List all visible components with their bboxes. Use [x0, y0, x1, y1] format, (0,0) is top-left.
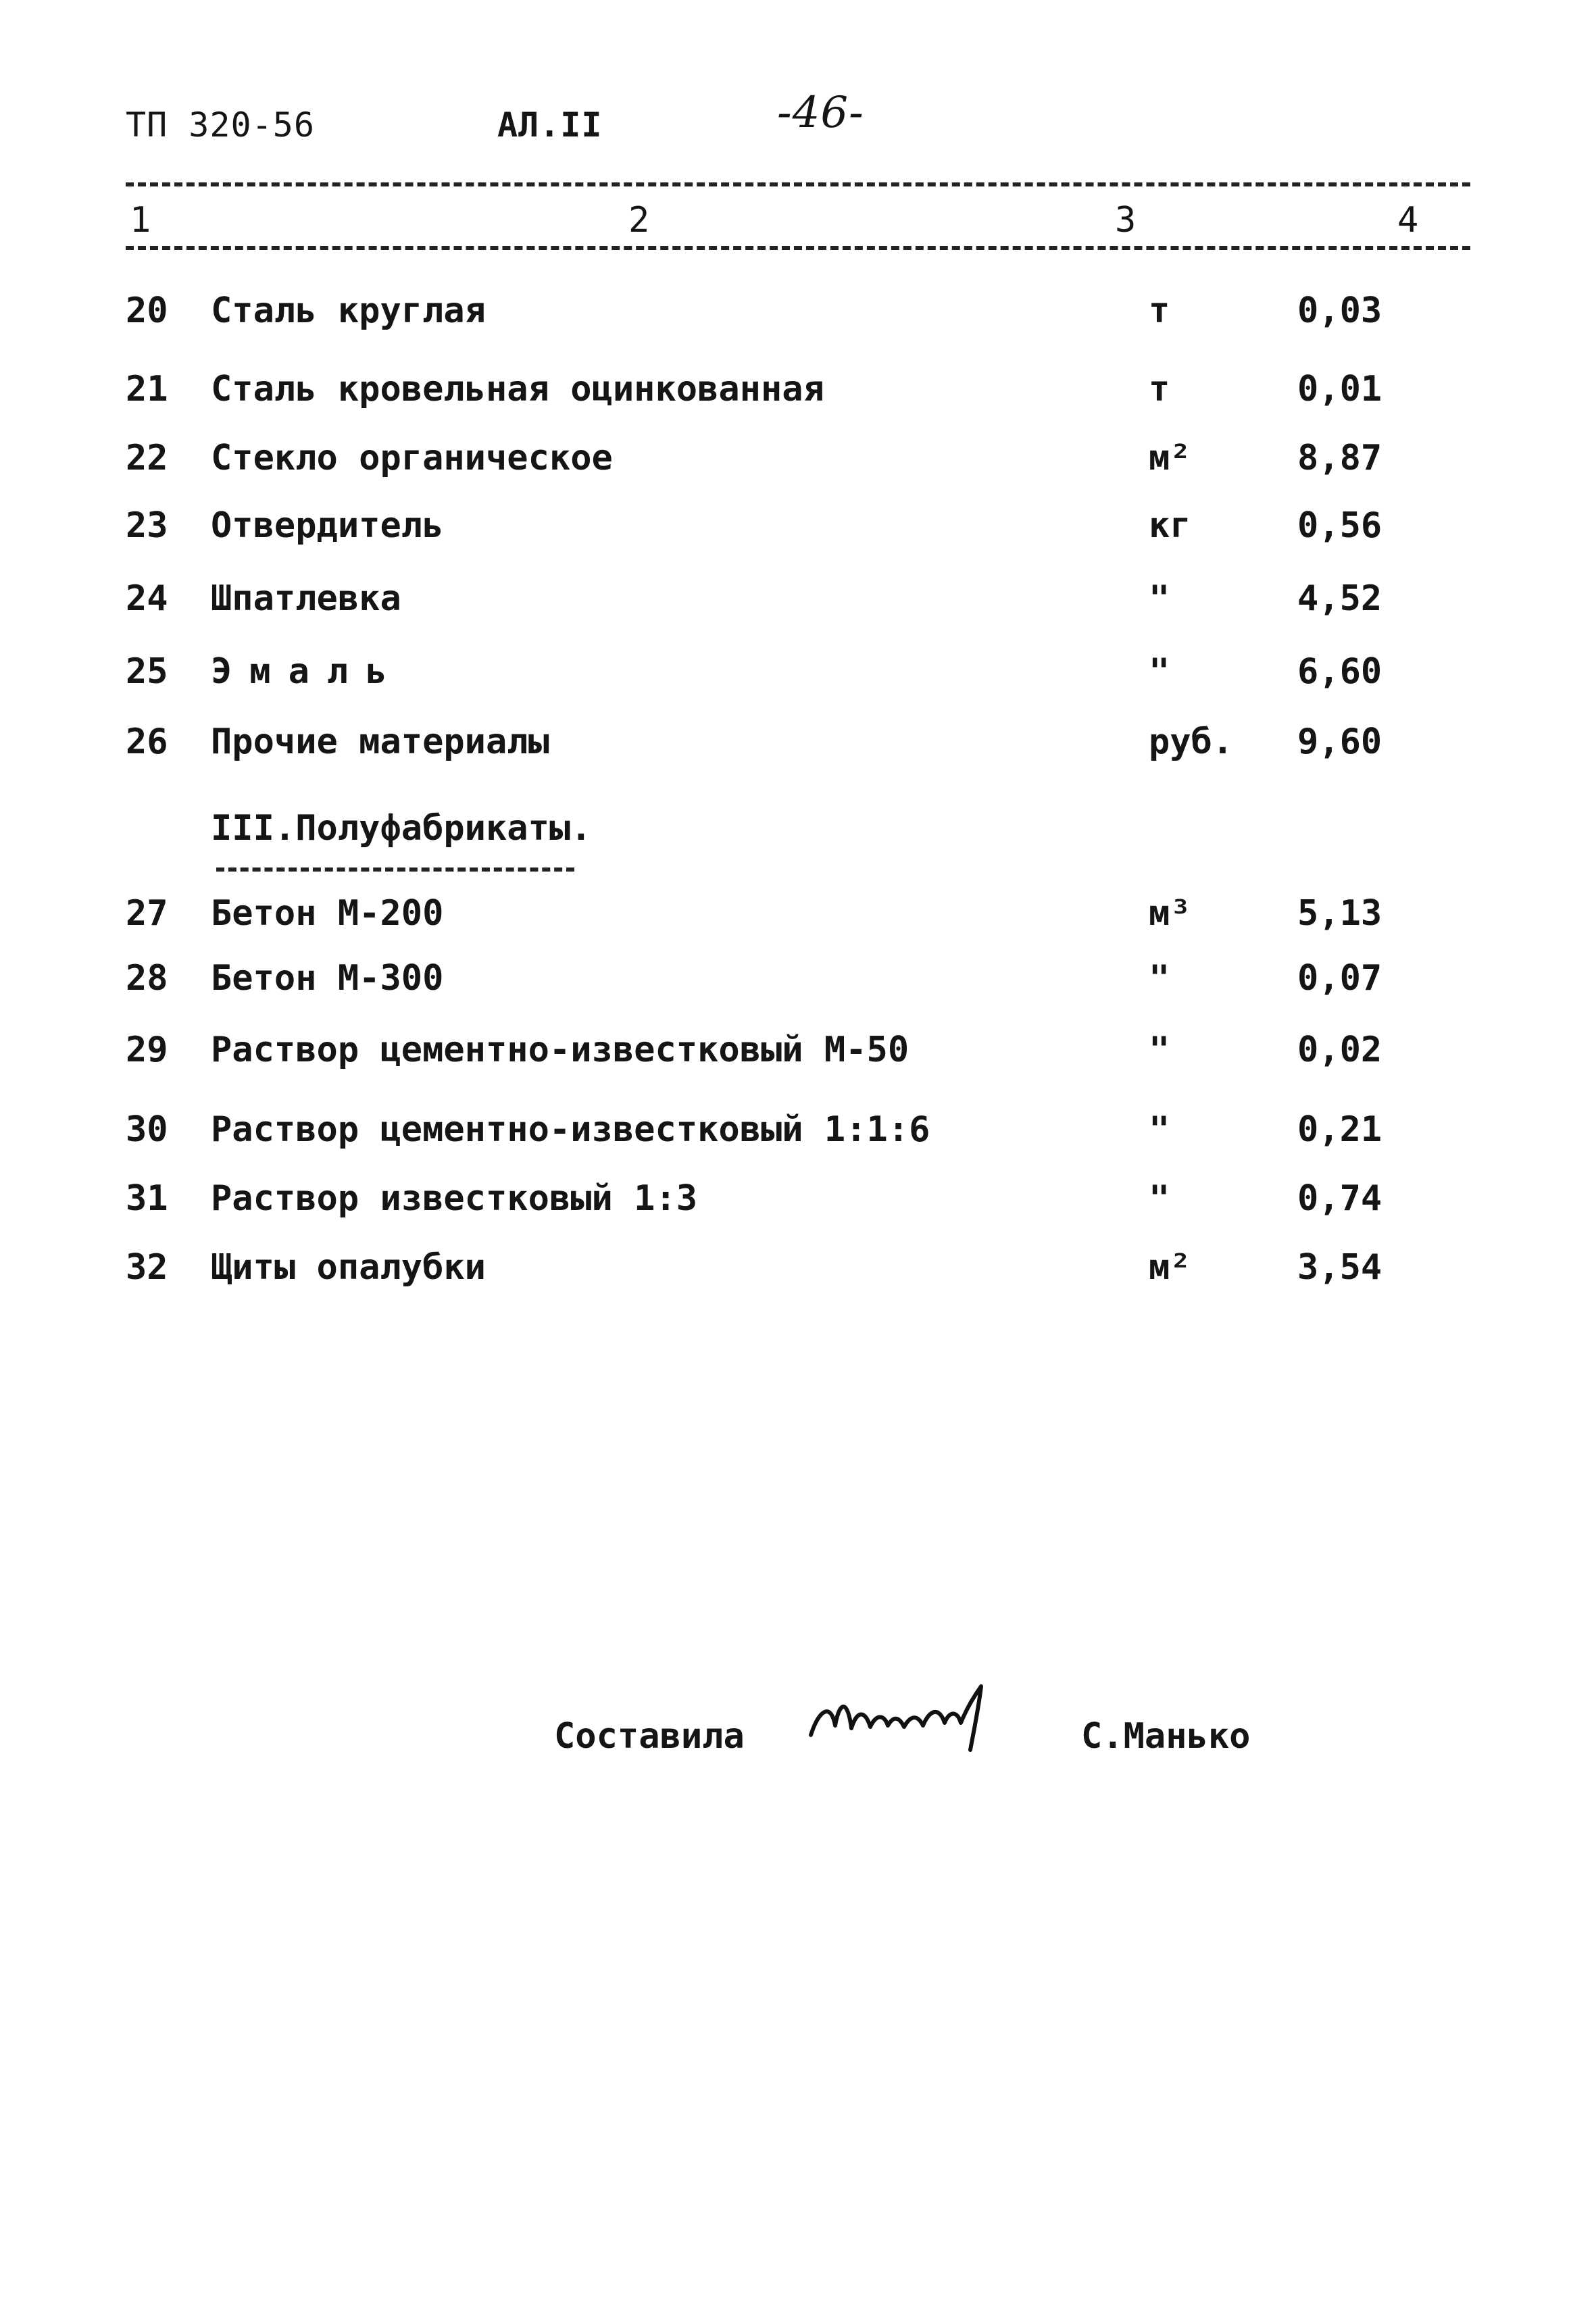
- row-number: 25: [126, 651, 168, 692]
- table-row: [0, 578, 1596, 626]
- row-number: 32: [126, 1247, 168, 1288]
- row-name: Сталь кровельная оцинкованная: [211, 369, 824, 409]
- column-number-1: 1: [130, 200, 151, 241]
- row-unit: ": [1149, 1109, 1170, 1150]
- row-unit: ": [1149, 578, 1170, 619]
- row-number: 24: [126, 578, 168, 619]
- row-quantity: 4,52: [1297, 578, 1382, 619]
- table-row: [0, 651, 1596, 699]
- row-number: 26: [126, 722, 168, 762]
- row-quantity: 9,60: [1297, 722, 1382, 762]
- section-title-underline: [216, 867, 574, 872]
- row-unit: м²: [1149, 1247, 1191, 1288]
- column-number-2: 2: [628, 200, 650, 241]
- row-number: 31: [126, 1178, 168, 1219]
- row-name: Шпатлевка: [211, 578, 401, 619]
- row-name: Отвердитель: [211, 505, 444, 546]
- table-row: [0, 1178, 1596, 1226]
- row-name: Сталь круглая: [211, 291, 486, 331]
- column-number-3: 3: [1115, 200, 1137, 241]
- row-number: 29: [126, 1030, 168, 1070]
- row-quantity: 0,56: [1297, 505, 1382, 546]
- row-unit: ": [1149, 958, 1170, 999]
- table-row: [0, 1030, 1596, 1077]
- page-number: -46-: [777, 88, 864, 138]
- row-unit: руб.: [1149, 722, 1234, 762]
- row-number: 22: [126, 438, 168, 478]
- row-name: Прочие материалы: [211, 722, 549, 762]
- table-row: [0, 893, 1596, 940]
- compiled-by-label: Составила: [554, 1716, 745, 1757]
- row-unit: т: [1149, 291, 1170, 331]
- row-quantity: 0,21: [1297, 1109, 1382, 1150]
- row-name: Бетон М-200: [211, 893, 444, 934]
- row-quantity: 0,02: [1297, 1030, 1382, 1070]
- row-number: 21: [126, 369, 168, 409]
- row-unit: кг: [1149, 505, 1191, 546]
- table-row: [0, 1109, 1596, 1157]
- row-unit: ": [1149, 1178, 1170, 1219]
- row-number: 23: [126, 505, 168, 546]
- section-title: III.Полуфабрикаты.: [211, 808, 592, 849]
- table-row: [0, 1247, 1596, 1294]
- album-number: АЛ.II: [497, 105, 603, 145]
- compiled-by-name: С.Манько: [1081, 1716, 1251, 1757]
- handwritten-signature: [804, 1682, 1027, 1757]
- row-name: Стекло органическое: [211, 438, 613, 478]
- table-header-bottom-rule: [126, 246, 1470, 250]
- row-unit: м²: [1149, 438, 1191, 478]
- row-number: 28: [126, 958, 168, 999]
- row-quantity: 0,01: [1297, 369, 1382, 409]
- row-number: 30: [126, 1109, 168, 1150]
- row-quantity: 5,13: [1297, 893, 1382, 934]
- row-quantity: 3,54: [1297, 1247, 1382, 1288]
- row-quantity: 0,07: [1297, 958, 1382, 999]
- doc-code: ТП 320-56: [126, 105, 315, 145]
- table-row: [0, 958, 1596, 1005]
- row-name: Раствор цементно-известковый 1:1:6: [211, 1109, 930, 1150]
- row-unit: ": [1149, 651, 1170, 692]
- row-quantity: 8,87: [1297, 438, 1382, 478]
- row-name: Раствор цементно-известковый М-50: [211, 1030, 909, 1070]
- row-quantity: 6,60: [1297, 651, 1382, 692]
- row-quantity: 0,74: [1297, 1178, 1382, 1219]
- column-number-4: 4: [1397, 200, 1419, 241]
- row-name: Эмаль: [211, 651, 405, 692]
- table-row: [0, 438, 1596, 485]
- row-unit: м³: [1149, 893, 1191, 934]
- row-number: 27: [126, 893, 168, 934]
- table-row: [0, 505, 1596, 553]
- row-quantity: 0,03: [1297, 291, 1382, 331]
- row-unit: т: [1149, 369, 1170, 409]
- row-name: Бетон М-300: [211, 958, 444, 999]
- row-name: Раствор известковый 1:3: [211, 1178, 698, 1219]
- table-row: [0, 722, 1596, 769]
- row-number: 20: [126, 291, 168, 331]
- table-header-top-rule: [126, 182, 1470, 186]
- table-row: [0, 291, 1596, 338]
- row-unit: ": [1149, 1030, 1170, 1070]
- table-row: [0, 369, 1596, 416]
- row-name: Щиты опалубки: [211, 1247, 486, 1288]
